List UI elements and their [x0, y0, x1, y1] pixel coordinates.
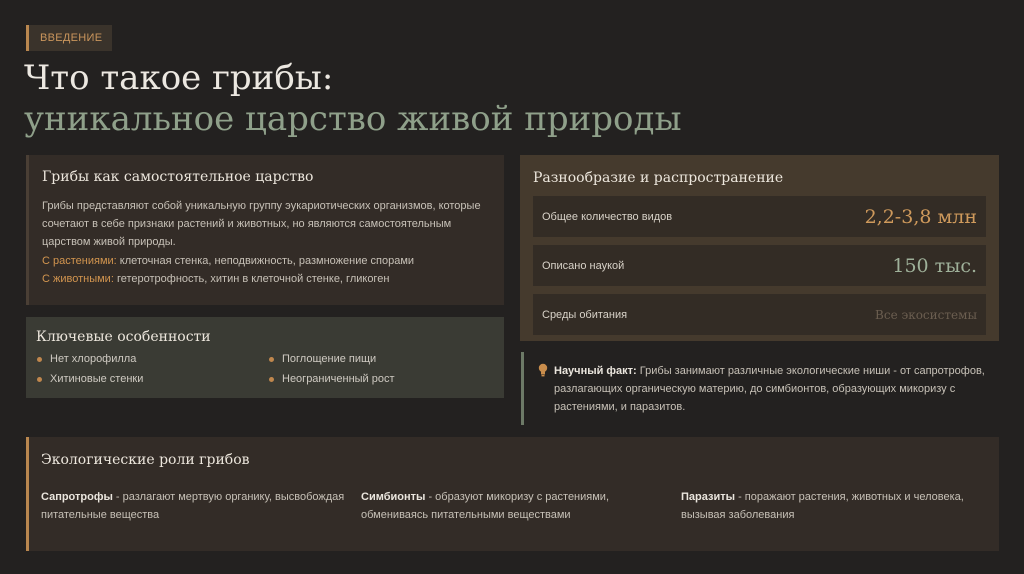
feature-item — [36, 353, 268, 365]
page-title: Что такое грибы: — [24, 58, 334, 98]
kingdom-text: Грибы представляют собой уникальную группу эукариотических организмов, которые сочетают в себе признаки растений и животных, но являются самостоятельным царством живой природы. — [42, 200, 481, 248]
stat-label: Общее количество видов — [542, 210, 673, 223]
feature-label: Нет хлорофилла — [50, 353, 137, 365]
eco-roles-card — [26, 437, 999, 551]
role-name: Паразиты — [681, 491, 736, 503]
feature-item — [36, 373, 268, 385]
stat-value: Все экосистемы — [875, 307, 977, 322]
stat-row-species — [533, 196, 986, 237]
animals-label: С животными: — [42, 273, 114, 285]
stat-row-described — [533, 245, 986, 286]
role-name: Сапротрофы — [41, 491, 113, 503]
eco-role — [681, 488, 981, 524]
stat-value: 2,2-3,8 млн — [864, 205, 977, 228]
fact-label: Научный факт: — [554, 365, 637, 377]
bullet-icon — [37, 357, 42, 362]
science-fact — [521, 352, 999, 425]
kingdom-heading: Грибы как самостоятельное царство — [42, 169, 314, 185]
stat-value: 150 тыс. — [892, 254, 977, 277]
stat-label: Описано наукой — [542, 259, 625, 272]
fact-body: Грибы занимают различные экологические ниши - от сапротрофов, разлагающих органическую материю, до симбионтов, образующих микоризу с растениями, и паразитов. — [554, 365, 985, 413]
animals-text: гетеротрофность, хитин в клеточной стенке, гликоген — [113, 273, 390, 285]
features-card — [26, 317, 504, 398]
lightbulb-icon — [538, 363, 548, 377]
role-text: - поражают растения, животных и человека, вызывая заболевания — [681, 491, 964, 521]
eco-heading: Экологические роли грибов — [41, 452, 250, 468]
bullet-icon — [37, 377, 42, 382]
section-tag: ВВЕДЕНИЕ — [26, 25, 112, 51]
feature-label: Поглощение пищи — [282, 353, 377, 365]
bullet-icon — [269, 357, 274, 362]
role-text: - разлагают мертвую органику, высвобождая питательные вещества — [41, 491, 345, 521]
animals-traits — [42, 273, 490, 285]
feature-label: Неограниченный рост — [282, 373, 395, 385]
feature-item — [268, 373, 488, 385]
features-heading: Ключевые особенности — [36, 329, 211, 345]
plants-label: С растениями: — [42, 255, 117, 267]
diversity-heading: Разнообразие и распространение — [533, 170, 784, 186]
plants-traits — [42, 255, 490, 267]
diversity-card — [520, 155, 999, 341]
stat-row-habitats — [533, 294, 986, 335]
eco-role — [361, 488, 681, 524]
stat-label: Среды обитания — [542, 308, 628, 321]
plants-text: клеточная стенка, неподвижность, размножение спорами — [116, 255, 415, 267]
fact-text — [554, 362, 989, 425]
page-subtitle: уникальное царство живой природы — [24, 99, 682, 139]
feature-label: Хитиновые стенки — [50, 373, 144, 385]
bullet-icon — [269, 377, 274, 382]
eco-role — [41, 488, 361, 524]
role-text: - образуют микоризу с растениями, обмениваясь питательными веществами — [361, 491, 609, 521]
feature-item — [268, 353, 488, 365]
kingdom-card — [26, 155, 504, 305]
role-name: Симбионты — [361, 491, 426, 503]
